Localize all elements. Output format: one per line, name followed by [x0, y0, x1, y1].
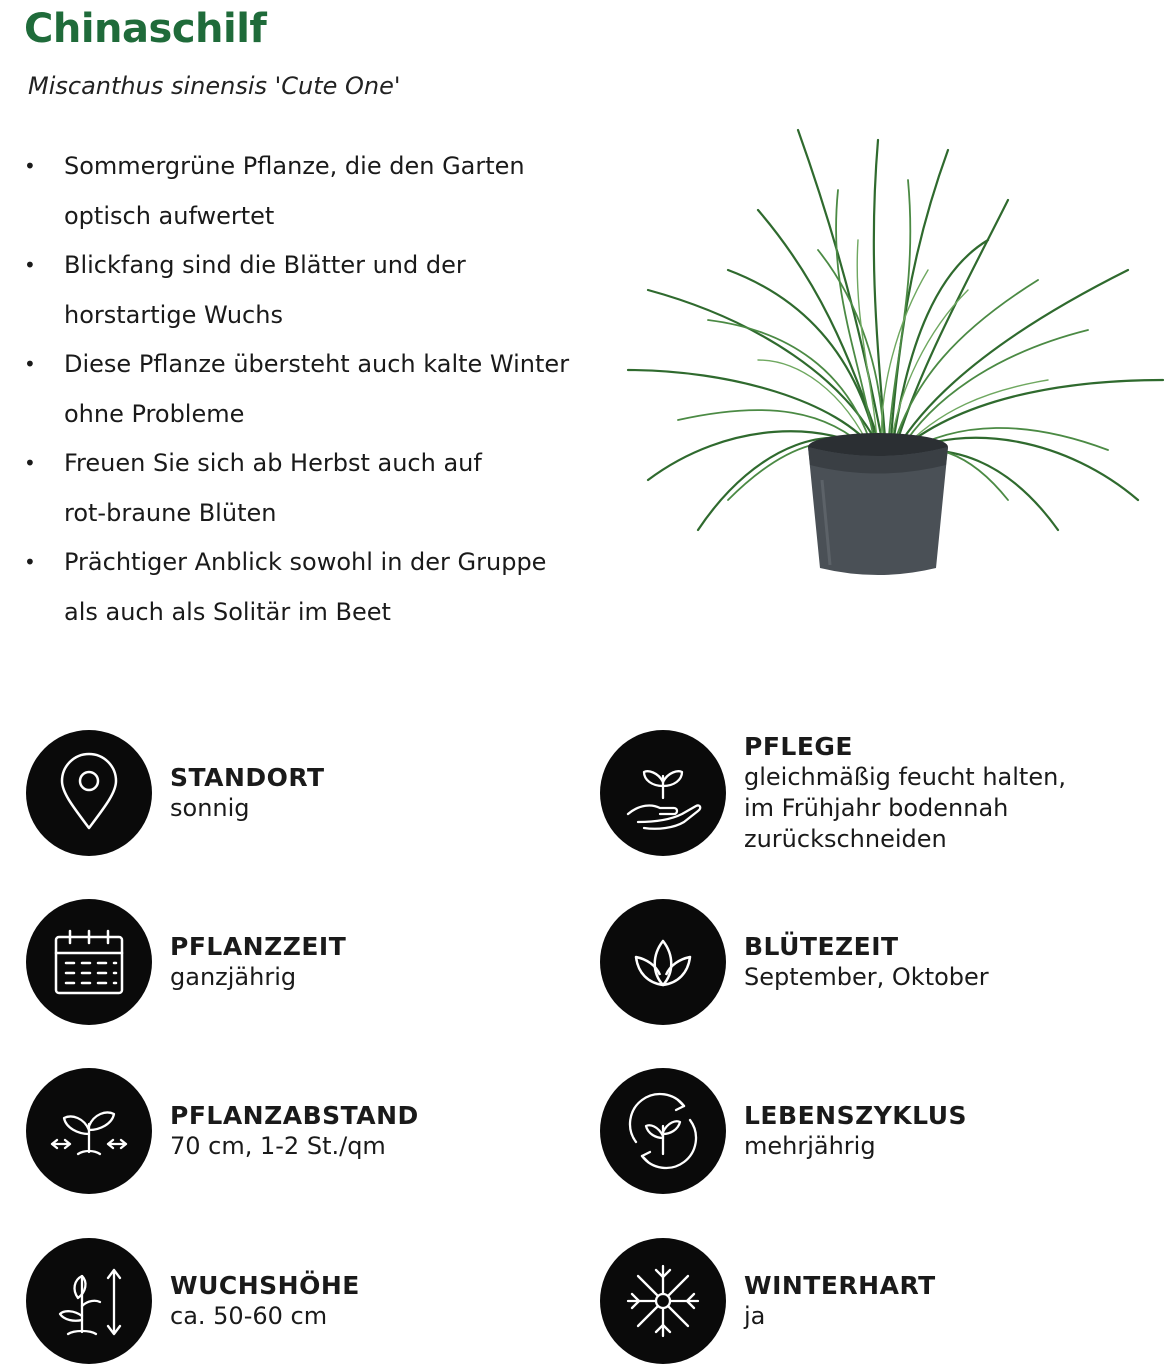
feature-label: WUCHSHÖHE — [170, 1271, 360, 1300]
bullet-dot-icon: • — [24, 550, 36, 574]
bullet-text: als auch als Solitär im Beet — [64, 597, 391, 626]
snowflake-icon — [600, 1238, 726, 1364]
bullet-text: rot-braune Blüten — [64, 498, 277, 527]
feature-standort — [26, 730, 325, 856]
feature-value: September, Oktober — [744, 963, 989, 991]
plant-spacing-icon — [26, 1068, 152, 1194]
feature-value: ca. 50-60 cm — [170, 1302, 328, 1330]
plant-height-icon — [26, 1238, 152, 1364]
bullet-dot-icon: • — [24, 154, 36, 178]
product-title: Chinaschilf — [24, 6, 267, 52]
feature-pflege — [600, 730, 1066, 856]
feature-wuchshoehe — [26, 1238, 360, 1364]
feature-bullet-list — [24, 142, 584, 637]
feature-value: ganzjährig — [170, 963, 297, 991]
feature-label: PFLANZZEIT — [170, 932, 347, 961]
bullet-text: optisch aufwertet — [64, 201, 275, 230]
bullet-text: Blickfang sind die Blätter und der — [64, 251, 466, 279]
feature-label: PFLEGE — [744, 732, 854, 761]
feature-lebenszyklus — [600, 1068, 967, 1194]
potted-grass-image — [608, 120, 1170, 590]
feature-label: PFLANZABSTAND — [170, 1101, 419, 1130]
bullet-text: Prächtiger Anblick sowohl in der Gruppe — [64, 548, 547, 576]
feature-label: STANDORT — [170, 763, 325, 792]
feature-label: LEBENSZYKLUS — [744, 1101, 968, 1130]
feature-label: BLÜTEZEIT — [744, 932, 899, 961]
bullet-dot-icon: • — [24, 253, 36, 277]
calendar-icon — [26, 899, 152, 1025]
hand-seedling-icon — [600, 730, 726, 856]
lotus-flower-icon — [600, 899, 726, 1025]
feature-pflanzzeit — [26, 899, 346, 1025]
bullet-item — [24, 538, 584, 637]
bullet-item — [24, 439, 584, 538]
location-pin-icon — [26, 730, 152, 856]
bullet-dot-icon: • — [24, 352, 36, 376]
botanical-name: Miscanthus sinensis 'Cute One' — [28, 72, 401, 100]
feature-value: gleichmäßig feucht halten, — [744, 763, 1066, 791]
feature-value: mehrjährig — [744, 1132, 876, 1160]
bullet-item — [24, 142, 584, 241]
feature-value: zurückschneiden — [744, 825, 947, 853]
feature-pflanzabstand — [26, 1068, 419, 1194]
plant-cycle-icon — [600, 1068, 726, 1194]
feature-value: sonnig — [170, 794, 250, 822]
bullet-text: ohne Probleme — [64, 399, 245, 428]
bullet-item — [24, 340, 584, 439]
bullet-text: Freuen Sie sich ab Herbst auch auf — [64, 449, 482, 477]
bullet-text: horstartige Wuchs — [64, 300, 283, 329]
feature-label: WINTERHART — [744, 1271, 936, 1300]
feature-value: 70 cm, 1-2 St./qm — [170, 1132, 386, 1160]
feature-winterhart — [600, 1238, 936, 1364]
feature-value: im Frühjahr bodennah — [744, 794, 1009, 822]
bullet-text: Sommergrüne Pflanze, die den Garten — [64, 152, 525, 180]
bullet-dot-icon: • — [24, 451, 36, 475]
feature-bluetezeit — [600, 899, 989, 1025]
bullet-text: Diese Pflanze übersteht auch kalte Winter — [64, 350, 570, 378]
feature-value: ja — [744, 1302, 766, 1330]
bullet-item — [24, 241, 584, 340]
